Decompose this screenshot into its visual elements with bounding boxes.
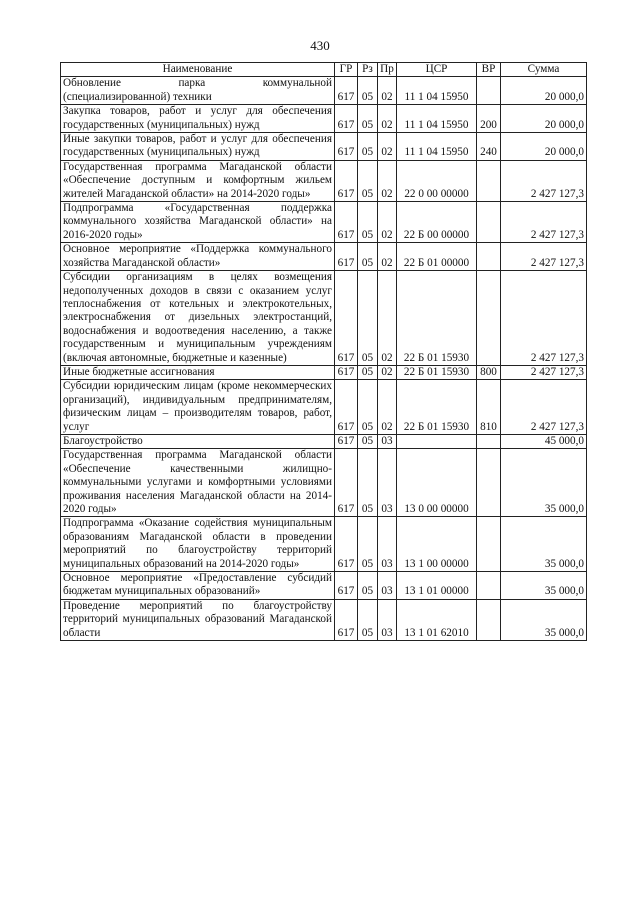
cell-rz: 05	[358, 434, 378, 448]
cell-gr: 617	[335, 77, 358, 105]
cell-csr: 13 0 00 00000	[397, 449, 477, 517]
cell-rz: 05	[358, 133, 378, 161]
table-row	[61, 105, 587, 133]
cell-vr	[477, 517, 501, 572]
cell-name: Субсидии юридическим лицам (кроме некоммерческих организаций), индивидуальным предпринимателям, физическим лицам – производителям товаров, работ, услуг	[61, 380, 335, 435]
cell-name: Основное мероприятие «Поддержка коммунального хозяйства Магаданской области»	[61, 243, 335, 271]
cell-pr: 02	[378, 77, 397, 105]
cell-sum: 20 000,0	[501, 105, 587, 133]
cell-sum: 2 427 127,3	[501, 380, 587, 435]
cell-gr: 617	[335, 160, 358, 201]
cell-vr	[477, 599, 501, 640]
cell-csr: 22 Б 01 15930	[397, 380, 477, 435]
header-rz: Рз	[358, 63, 378, 77]
cell-pr: 03	[378, 517, 397, 572]
cell-pr: 03	[378, 572, 397, 600]
cell-csr: 13 1 00 00000	[397, 517, 477, 572]
cell-name: Обновление парка коммунальной (специализированной) техники	[61, 77, 335, 105]
cell-rz: 05	[358, 449, 378, 517]
cell-rz: 05	[358, 517, 378, 572]
cell-gr: 617	[335, 517, 358, 572]
cell-gr: 617	[335, 243, 358, 271]
cell-rz: 05	[358, 271, 378, 366]
header-sum: Сумма	[501, 63, 587, 77]
cell-pr: 02	[378, 243, 397, 271]
cell-gr: 617	[335, 380, 358, 435]
header-csr: ЦСР	[397, 63, 477, 77]
cell-vr	[477, 243, 501, 271]
cell-vr: 800	[477, 365, 501, 379]
table-row	[61, 434, 587, 448]
cell-gr: 617	[335, 599, 358, 640]
table-header-row	[61, 63, 587, 77]
cell-rz: 05	[358, 599, 378, 640]
cell-name: Проведение мероприятий по благоустройству территорий муниципальных образований Магаданской области	[61, 599, 335, 640]
cell-name: Субсидии организациям в целях возмещения недополученных доходов в связи с оказанием услуг теплоснабжения от котельных и электрокотельных, электроснабжения от дизельных электростанций, водоснабжения и водоотведения населению, а также государственным и муниципальным учреждениям (включая автономные, бюджетные и казенные)	[61, 271, 335, 366]
cell-gr: 617	[335, 271, 358, 366]
cell-name: Закупка товаров, работ и услуг для обеспечения государственных (муниципальных) нужд	[61, 105, 335, 133]
cell-csr: 22 Б 01 15930	[397, 271, 477, 366]
cell-pr: 02	[378, 160, 397, 201]
cell-csr: 22 0 00 00000	[397, 160, 477, 201]
cell-sum: 2 427 127,3	[501, 365, 587, 379]
cell-name: Государственная программа Магаданской области «Обеспечение качественными жилищно-коммунальными услугами и комфортными условиями проживания населения Магаданской области на 2014-2020 годы»	[61, 449, 335, 517]
cell-pr: 03	[378, 434, 397, 448]
cell-rz: 05	[358, 160, 378, 201]
cell-gr: 617	[335, 434, 358, 448]
budget-table	[60, 62, 587, 641]
cell-gr: 617	[335, 449, 358, 517]
cell-name: Подпрограмма «Оказание содействия муниципальным образованиям Магаданской области в проведении мероприятий по благоустройству территорий муниципальных образований на 2014-2020 годы»	[61, 517, 335, 572]
cell-sum: 45 000,0	[501, 434, 587, 448]
cell-sum: 35 000,0	[501, 449, 587, 517]
cell-pr: 02	[378, 271, 397, 366]
cell-sum: 35 000,0	[501, 572, 587, 600]
cell-rz: 05	[358, 202, 378, 243]
cell-pr: 03	[378, 599, 397, 640]
cell-pr: 02	[378, 380, 397, 435]
table-row	[61, 271, 587, 366]
cell-csr: 22 Б 00 00000	[397, 202, 477, 243]
cell-vr: 200	[477, 105, 501, 133]
cell-sum: 2 427 127,3	[501, 243, 587, 271]
cell-pr: 02	[378, 133, 397, 161]
cell-name: Иные закупки товаров, работ и услуг для обеспечения государственных (муниципальных) нужд	[61, 133, 335, 161]
cell-csr: 11 1 04 15950	[397, 77, 477, 105]
cell-csr	[397, 434, 477, 448]
cell-name: Иные бюджетные ассигнования	[61, 365, 335, 379]
cell-vr	[477, 572, 501, 600]
table-row	[61, 380, 587, 435]
cell-sum: 35 000,0	[501, 599, 587, 640]
cell-csr: 11 1 04 15950	[397, 105, 477, 133]
cell-csr: 22 Б 01 15930	[397, 365, 477, 379]
page-number: 430	[310, 38, 330, 53]
table-row	[61, 133, 587, 161]
header-pr: Пр	[378, 63, 397, 77]
header-gr: ГР	[335, 63, 358, 77]
cell-vr: 810	[477, 380, 501, 435]
cell-sum: 2 427 127,3	[501, 160, 587, 201]
table-row	[61, 599, 587, 640]
cell-name: Благоустройство	[61, 434, 335, 448]
table-row	[61, 77, 587, 105]
header-name: Наименование	[61, 63, 335, 77]
header-vr: ВР	[477, 63, 501, 77]
cell-vr: 240	[477, 133, 501, 161]
cell-csr: 13 1 01 62010	[397, 599, 477, 640]
cell-rz: 05	[358, 572, 378, 600]
cell-gr: 617	[335, 202, 358, 243]
cell-sum: 35 000,0	[501, 517, 587, 572]
cell-sum: 20 000,0	[501, 133, 587, 161]
cell-rz: 05	[358, 77, 378, 105]
cell-name: Подпрограмма «Государственная поддержка коммунального хозяйства Магаданской области» на 2016-2020 годы»	[61, 202, 335, 243]
cell-sum: 20 000,0	[501, 77, 587, 105]
table-row	[61, 202, 587, 243]
cell-gr: 617	[335, 365, 358, 379]
table-row	[61, 160, 587, 201]
cell-pr: 02	[378, 365, 397, 379]
table-row	[61, 243, 587, 271]
cell-vr	[477, 202, 501, 243]
cell-gr: 617	[335, 105, 358, 133]
cell-vr	[477, 271, 501, 366]
table-row	[61, 365, 587, 379]
cell-rz: 05	[358, 380, 378, 435]
table-row	[61, 517, 587, 572]
cell-csr: 13 1 01 00000	[397, 572, 477, 600]
cell-rz: 05	[358, 243, 378, 271]
cell-pr: 02	[378, 202, 397, 243]
cell-sum: 2 427 127,3	[501, 202, 587, 243]
cell-vr	[477, 160, 501, 201]
table-row	[61, 449, 587, 517]
table-row	[61, 572, 587, 600]
cell-csr: 11 1 04 15950	[397, 133, 477, 161]
cell-vr	[477, 434, 501, 448]
cell-csr: 22 Б 01 00000	[397, 243, 477, 271]
cell-sum: 2 427 127,3	[501, 271, 587, 366]
cell-vr	[477, 77, 501, 105]
cell-name: Основное мероприятие «Предоставление субсидий бюджетам муниципальных образований»	[61, 572, 335, 600]
cell-vr	[477, 449, 501, 517]
cell-rz: 05	[358, 105, 378, 133]
cell-pr: 02	[378, 105, 397, 133]
cell-pr: 03	[378, 449, 397, 517]
cell-name: Государственная программа Магаданской области «Обеспечение доступным и комфортным жильем жителей Магаданской области» на 2014-2020 годы»	[61, 160, 335, 201]
cell-gr: 617	[335, 133, 358, 161]
cell-gr: 617	[335, 572, 358, 600]
cell-rz: 05	[358, 365, 378, 379]
